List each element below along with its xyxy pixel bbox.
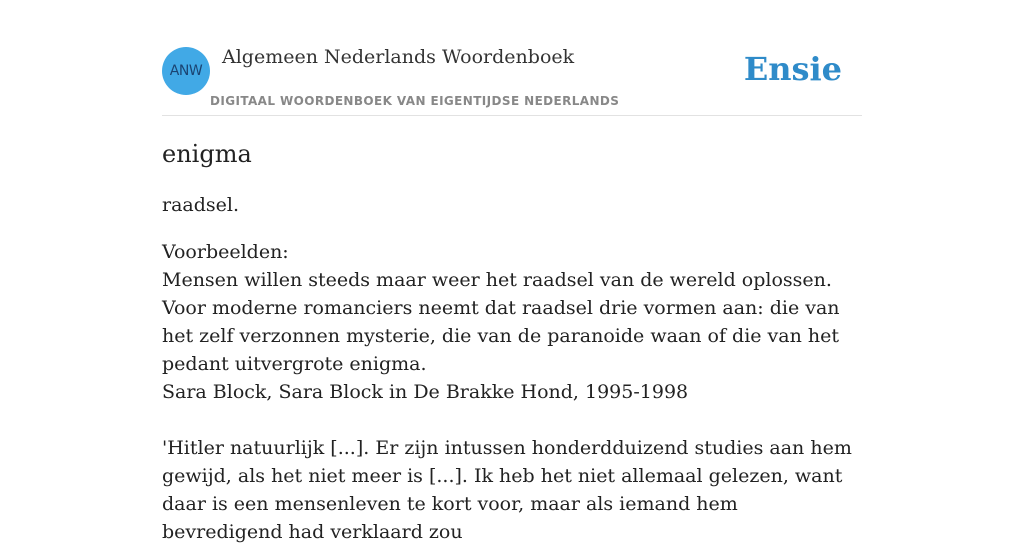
entry-headword: enigma (162, 140, 252, 168)
entry-definition: raadsel. (162, 194, 240, 216)
example-source: Sara Block, Sara Block in De Brakke Hond, 1995-1998 (162, 381, 689, 403)
anw-logo[interactable]: ANW (162, 47, 210, 95)
entry-content (162, 138, 864, 546)
header-divider (162, 115, 862, 116)
examples-section (162, 238, 864, 546)
site-title[interactable]: Algemeen Nederlands Woordenboek (222, 46, 575, 68)
example-quote: Mensen willen steeds maar weer het raadsel van de wereld oplossen. Voor moderne romanciers neemt dat raadsel drie vormen aan: die van het zelf verzonnen mysterie, die van de paranoide waan of die van het pedant uitvergrote enigma. (162, 269, 840, 375)
example-separator (162, 406, 864, 434)
site-subtitle: DIGITAAL WOORDENBOEK VAN EIGENTIJDSE NEDERLANDS (210, 94, 620, 108)
ensie-brand-link[interactable]: Ensie (743, 50, 842, 88)
example-quote: 'Hitler natuurlijk [...]. Er zijn intussen honderdduizend studies aan hem gewijd, als het niet meer is [...]. Ik heb het niet allemaal gelezen, want daar is een mensenleven te kort voor, maar als iemand hem bevredigend had verklaard zou (162, 437, 852, 543)
examples-label: Voorbeelden: (162, 241, 289, 263)
